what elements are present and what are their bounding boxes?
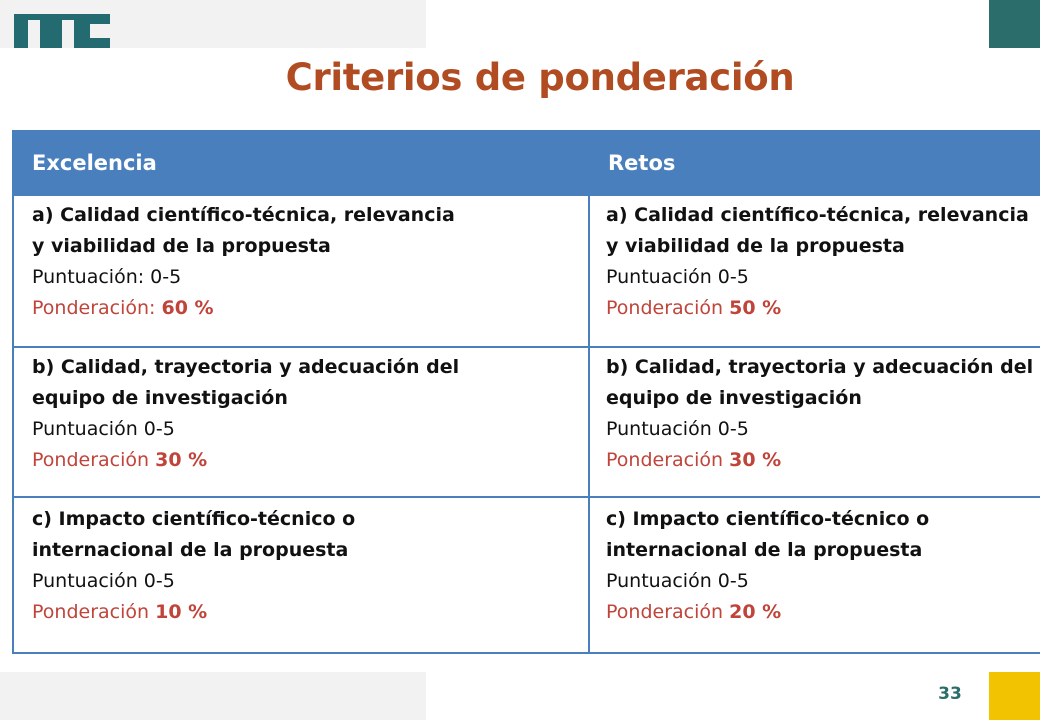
ponderacion-text: Ponderación 50 % bbox=[606, 297, 782, 319]
ponderacion-text: Ponderación: 60 % bbox=[32, 297, 214, 319]
criterion-text: y viabilidad de la propuesta bbox=[32, 235, 331, 257]
criterion-text: b) Calidad, trayectoria y adecuación del bbox=[606, 356, 1034, 378]
table-cell-retos-c bbox=[606, 504, 1040, 628]
slide-title: Criterios de ponderación bbox=[285, 56, 795, 99]
criterion-text: c) Impacto científico-técnico o bbox=[606, 508, 930, 530]
table-cell-retos-a bbox=[606, 200, 1040, 324]
university-logo bbox=[14, 14, 110, 48]
corner-yellow-block bbox=[989, 672, 1040, 720]
corner-teal-block bbox=[989, 0, 1040, 48]
criterion-text: a) Calidad científico-técnica, relevancia bbox=[606, 204, 1029, 226]
criterion-text: b) Calidad, trayectoria y adecuación del bbox=[32, 356, 460, 378]
header-retos: Retos bbox=[590, 130, 1040, 196]
column-divider bbox=[588, 130, 590, 652]
puntuacion-text: Puntuación 0-5 bbox=[606, 266, 749, 288]
bottom-band bbox=[0, 672, 426, 720]
criterion-text: internacional de la propuesta bbox=[32, 539, 349, 561]
criterion-text: equipo de investigación bbox=[32, 387, 288, 409]
ponderacion-text: Ponderación 30 % bbox=[606, 449, 782, 471]
puntuacion-text: Puntuación 0-5 bbox=[606, 570, 749, 592]
ponderacion-text: Ponderación 20 % bbox=[606, 601, 782, 623]
table-cell-excelencia-c bbox=[32, 504, 582, 628]
table-cell-excelencia-b bbox=[32, 352, 582, 476]
puntuacion-text: Puntuación 0-5 bbox=[606, 418, 749, 440]
table-cell-excelencia-a bbox=[32, 200, 582, 324]
ponderacion-text: Ponderación 30 % bbox=[32, 449, 208, 471]
criterion-text: equipo de investigación bbox=[606, 387, 862, 409]
page-number: 33 bbox=[938, 684, 962, 704]
criterion-text: c) Impacto científico-técnico o bbox=[32, 508, 356, 530]
puntuacion-text: Puntuación 0-5 bbox=[32, 570, 175, 592]
puntuacion-text: Puntuación: 0-5 bbox=[32, 266, 182, 288]
puntuacion-text: Puntuación 0-5 bbox=[32, 418, 175, 440]
criteria-table bbox=[12, 130, 1040, 654]
row-divider bbox=[14, 346, 1040, 348]
header-excelencia: Excelencia bbox=[14, 130, 588, 196]
criterion-text: y viabilidad de la propuesta bbox=[606, 235, 905, 257]
criterion-text: a) Calidad científico-técnica, relevancia bbox=[32, 204, 455, 226]
row-divider bbox=[14, 496, 1040, 498]
ponderacion-text: Ponderación 10 % bbox=[32, 601, 208, 623]
criterion-text: internacional de la propuesta bbox=[606, 539, 923, 561]
table-cell-retos-b bbox=[606, 352, 1040, 476]
